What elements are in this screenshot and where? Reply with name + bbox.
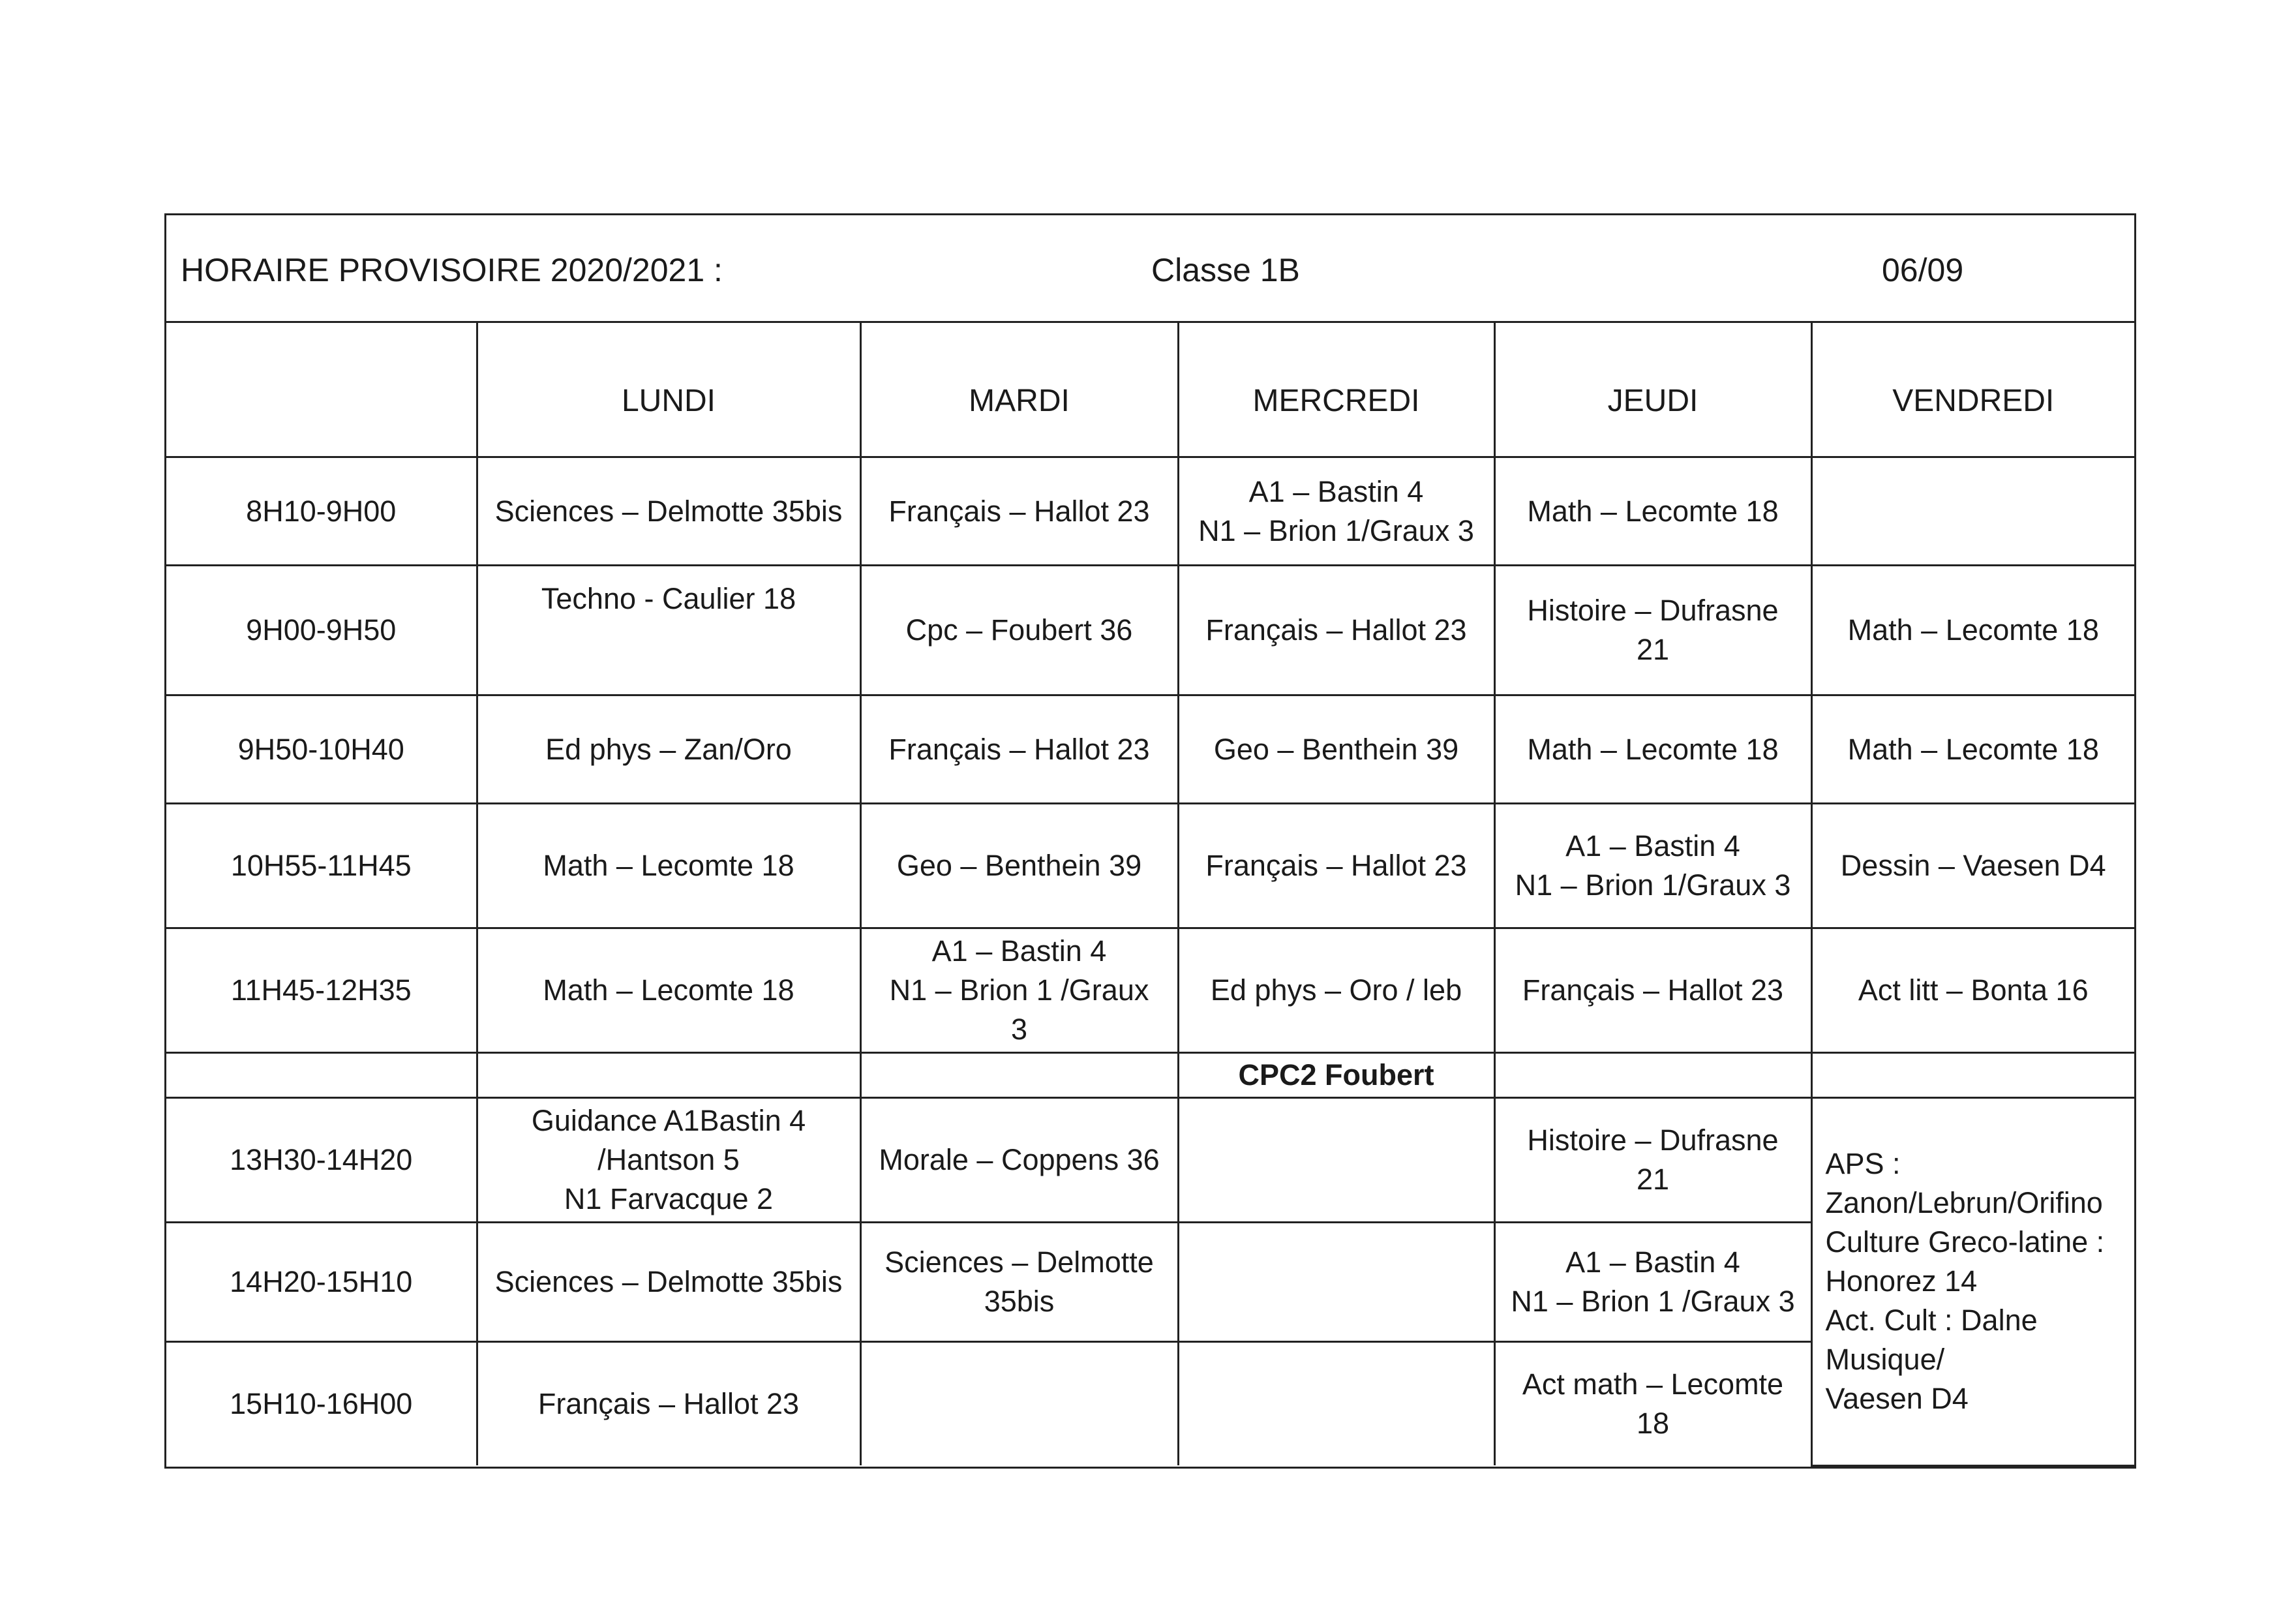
time-slot: 8H10-9H00 [166,457,477,566]
table-row [166,566,2134,695]
lesson-line: /Hantson 5 [597,1143,740,1176]
activity-line: Culture Greco-latine : [1825,1225,2105,1259]
lesson-line: 3 [1010,1013,1028,1046]
lesson-cell: Français – Hallot 23 [1494,928,1811,1053]
lesson-line: A1 – Bastin 4 [1565,1245,1740,1279]
table-row [166,804,2134,928]
activity-line: Vaesen D4 [1825,1382,1969,1416]
lesson-cell [1178,457,1494,566]
lesson-line: 21 [1636,1163,1670,1196]
lesson-line: 21 [1636,633,1670,666]
empty-cell [860,1053,1178,1098]
lesson-cell [1811,457,2134,566]
cpc2-note: CPC2 Foubert [1178,1053,1494,1098]
lesson-line: N1 – Brion 1/Graux 3 [1515,868,1791,902]
time-slot: 11H45-12H35 [166,928,477,1053]
lesson-cell [477,1098,860,1223]
time-slot: 14H20-15H10 [166,1223,477,1342]
activity-line: Honorez 14 [1825,1264,1978,1298]
day-mardi: MARDI [860,323,1178,457]
lesson-cell: Français – Hallot 23 [860,457,1178,566]
lesson-cell [1178,1223,1494,1342]
lesson-cell: Act litt – Bonta 16 [1811,928,2134,1053]
activity-line: Zanon/Lebrun/Orifino [1825,1186,2103,1220]
lesson-cell: Math – Lecomte 18 [477,804,860,928]
lesson-cell: Français – Hallot 23 [1178,804,1494,928]
lesson-line: Histoire – Dufrasne [1527,594,1779,627]
lesson-cell: Ed phys – Zan/Oro [477,695,860,804]
day-lundi: LUNDI [477,323,860,457]
lesson-line: N1 – Brion 1/Graux 3 [1198,513,1474,547]
lesson-line: N1 – Brion 1 /Graux 3 [1511,1285,1795,1318]
timetable [166,323,2134,1467]
lesson-line: Act math – Lecomte [1522,1367,1784,1401]
time-slot: 10H55-11H45 [166,804,477,928]
lesson-cell: Dessin – Vaesen D4 [1811,804,2134,928]
lesson-cell: Français – Hallot 23 [860,695,1178,804]
lesson-cell: Ed phys – Oro / leb [1178,928,1494,1053]
lesson-line: 35bis [984,1285,1055,1318]
lesson-cell [860,1342,1178,1466]
corner-cell [166,323,477,457]
time-slot: 9H00-9H50 [166,566,477,695]
lesson-cell [860,928,1178,1053]
lesson-cell: Math – Lecomte 18 [1494,695,1811,804]
lesson-cell: Geo – Benthein 39 [860,804,1178,928]
schedule-document [164,213,2136,1469]
time-slot: 9H50-10H40 [166,695,477,804]
lesson-cell [1178,1342,1494,1466]
lesson-cell: Sciences – Delmotte 35bis [477,1223,860,1342]
lesson-cell: Français – Hallot 23 [477,1342,860,1466]
activity-line: Act. Cult : Dalne [1825,1304,2038,1337]
table-row [166,457,2134,566]
lesson-cell: Sciences – Delmotte 35bis [477,457,860,566]
lesson-line: A1 – Bastin 4 [931,934,1107,968]
lunch-row [166,1053,2134,1098]
lesson-cell [1494,1098,1811,1223]
lesson-cell: Math – Lecomte 18 [1494,457,1811,566]
lesson-cell [1494,1342,1811,1466]
lesson-cell [1494,804,1811,928]
page-title: HORAIRE PROVISOIRE 2020/2021 : [181,252,723,288]
day-header-row [166,323,2134,457]
day-jeudi: JEUDI [1494,323,1811,457]
lesson-line: Sciences – Delmotte [884,1245,1154,1279]
schedule-header [166,215,2134,323]
lesson-line: 18 [1636,1407,1670,1440]
lesson-line: A1 – Bastin 4 [1248,474,1424,508]
lesson-line: Guidance A1Bastin 4 [531,1104,806,1137]
lesson-cell: Techno - Caulier 18 [477,566,860,695]
activity-line: APS : [1825,1147,1901,1181]
table-row [166,695,2134,804]
lesson-cell [860,1223,1178,1342]
lesson-cell: Math – Lecomte 18 [1811,695,2134,804]
lesson-cell: Français – Hallot 23 [1178,566,1494,695]
time-slot: 13H30-14H20 [166,1098,477,1223]
time-slot: 15H10-16H00 [166,1342,477,1466]
lesson-cell: Math – Lecomte 18 [1811,566,2134,695]
lesson-cell: Geo – Benthein 39 [1178,695,1494,804]
lesson-line: A1 – Bastin 4 [1565,829,1740,862]
empty-cell [477,1053,860,1098]
activity-line: Musique/ [1825,1343,1945,1377]
lesson-line: Histoire – Dufrasne [1527,1123,1779,1157]
lesson-cell: Cpc – Foubert 36 [860,566,1178,695]
lesson-cell: Math – Lecomte 18 [477,928,860,1053]
empty-cell [1811,1053,2134,1098]
empty-cell [1494,1053,1811,1098]
table-row [166,1098,2134,1223]
lesson-line: N1 Farvacque 2 [564,1182,774,1215]
lesson-cell [1494,566,1811,695]
class-label: Classe 1B [1151,252,1300,288]
lesson-cell [1178,1098,1494,1223]
lesson-cell [1494,1223,1811,1342]
lesson-line: N1 – Brion 1 /Graux [889,973,1149,1007]
empty-cell [166,1053,477,1098]
table-row [166,928,2134,1053]
lesson-cell: Morale – Coppens 36 [860,1098,1178,1223]
day-vendredi: VENDREDI [1811,323,2134,457]
day-mercredi: MERCREDI [1178,323,1494,457]
date-label: 06/09 [1882,252,1964,288]
vendredi-afternoon-cell [1811,1098,2134,1466]
